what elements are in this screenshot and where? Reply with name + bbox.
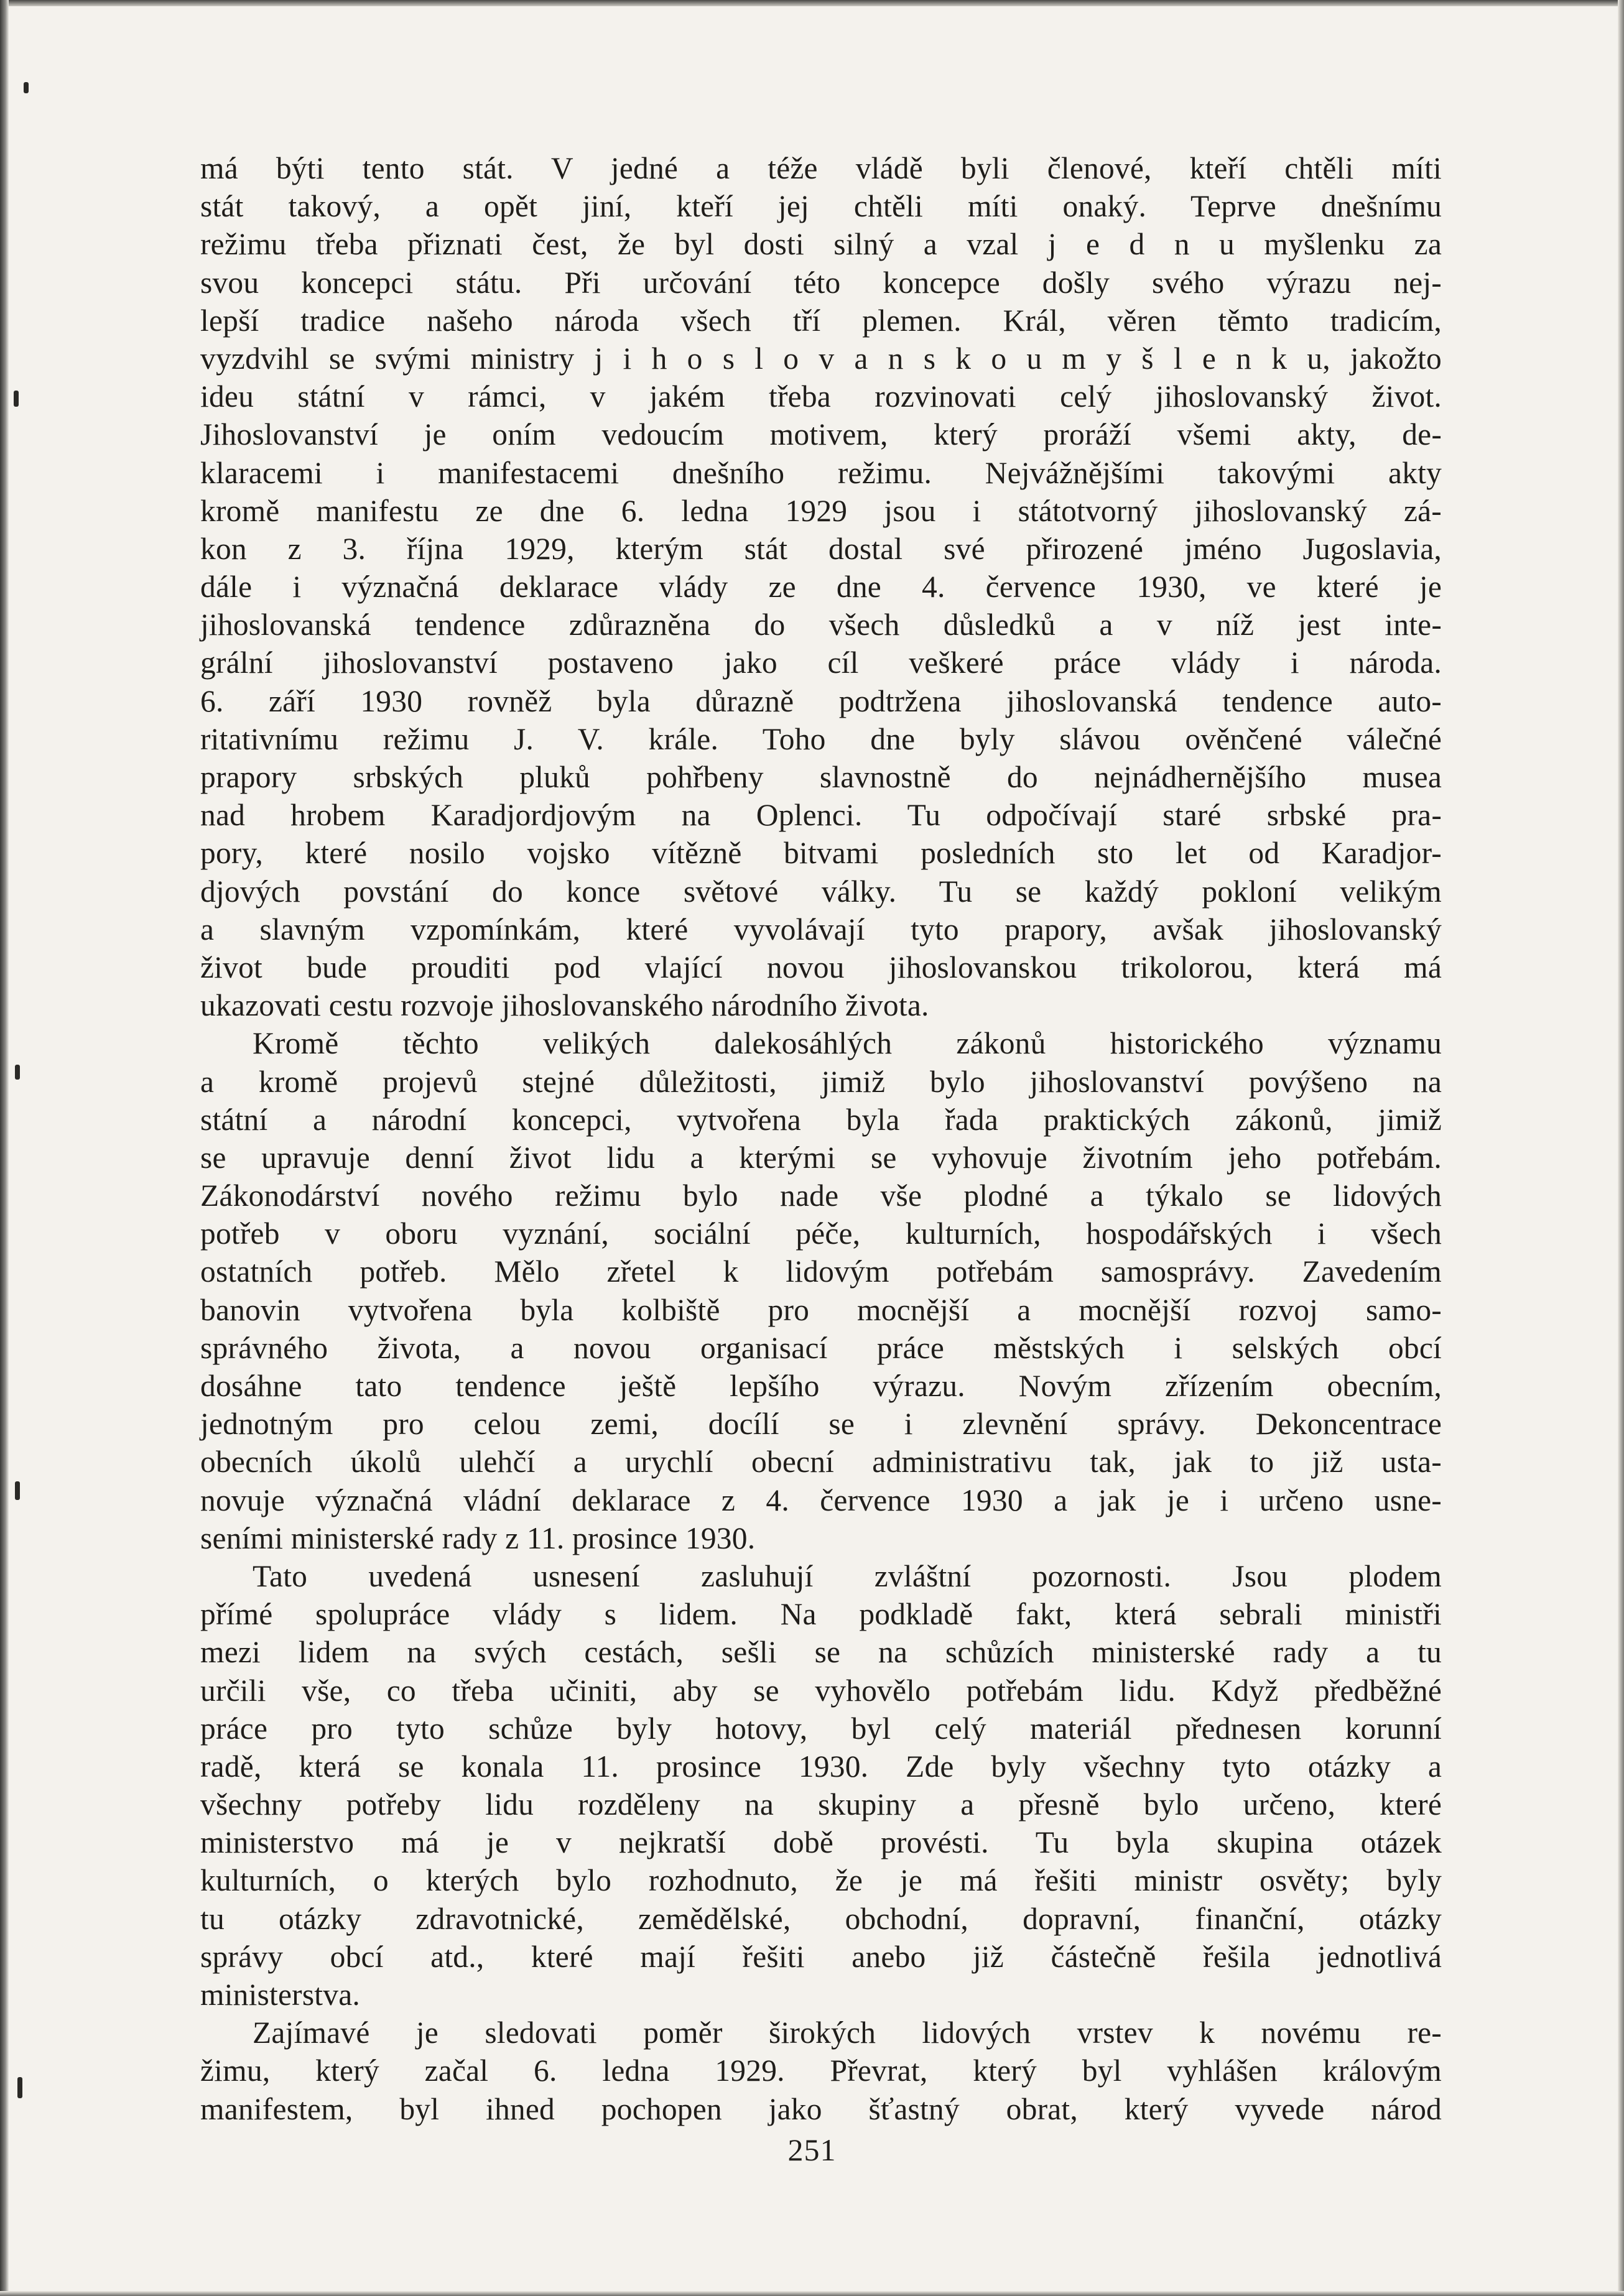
line-text: Zajímavé je sledovati poměr širokých lidových vrstev k novému re- [253,2016,1442,2050]
text-line [200,568,1442,606]
line-text: kulturních, o kterých bylo rozhodnuto, že je má řešiti ministr osvěty; byly [200,1863,1442,1898]
scan-edge-top [0,0,1624,6]
text-line [200,1139,1442,1177]
line-text: stát takový, a opět jiní, kteří jej chtěli míti onaký. Teprve dnešnímu [200,189,1442,224]
text-line [200,1938,1442,1976]
text-line [200,377,1442,415]
line-text: novuje význačná vládní deklarace z 4. července 1930 a jak je i určeno usne- [200,1483,1442,1517]
text-line [200,1557,1442,1595]
text-line [200,1672,1442,1710]
line-text: žimu, který začal 6. ledna 1929. Převrat, který byl vyhlášen královým [200,2053,1442,2088]
line-text: nad hrobem Karadjordjovým na Oplenci. Tu odpočívají staré srbské pra- [200,798,1442,833]
text-line [200,758,1442,796]
text-line [200,530,1442,568]
paragraph [200,1557,1442,2014]
text-line [200,1405,1442,1443]
line-text: tu otázky zdravotnické, zemědělské, obchodní, dopravní, finanční, otázky [200,1901,1442,1936]
text-line [200,149,1442,187]
line-text: má býti tento stát. V jedné a téže vládě byli členové, kteří chtěli míti [200,151,1442,185]
line-text: kromě manifestu ze dne 6. ledna 1929 jsou i státotvorný jihoslovanský zá- [200,493,1442,528]
line-text: život bude prouditi pod vlající novou jihoslovanskou trikolorou, která má [200,950,1442,984]
text-line [200,225,1442,263]
line-text: Zákonodárství nového režimu bylo nade vše plodné a týkalo se lidových [200,1178,1442,1213]
line-text: pory, které nosilo vojsko vítězně bitvami posledních sto let od Karadjor- [200,836,1442,871]
text-line [200,1481,1442,1519]
line-text: ideu státní v rámci, v jakém třeba rozvinovati celý jihoslovanský život. [200,379,1442,414]
text-line [200,606,1442,644]
line-text: práce pro tyto schůze byly hotovy, byl celý materiál přednesen korunní [200,1711,1442,1746]
text-line [200,1710,1442,1747]
text-line [200,1519,1442,1557]
line-text: prapory srbských pluků pohřbeny slavnostně do nejnádhernějšího musea [200,760,1442,794]
line-text: a slavným vzpomínkám, které vyvolávají tyto prapory, avšak jihoslovanský [200,912,1442,947]
text-line [200,492,1442,530]
line-text: vyzdvihl se svými ministry j i h o s l o v a n s k o u m y š l e n k u, jakožto [200,341,1442,376]
line-text: dosáhne tato tendence ještě lepšího výrazu. Novým zřízením obecním, [200,1369,1442,1403]
text-line [200,302,1442,340]
text-line [200,1024,1442,1062]
text-line [200,1443,1442,1481]
text-line [200,264,1442,302]
line-text: určili vše, co třeba učiniti, aby se vyhovělo potřebám lidu. Když předběžné [200,1673,1442,1708]
line-text: lepší tradice našeho národa všech tří plemen. Král, věren těmto tradicím, [200,303,1442,338]
line-text: státní a národní koncepci, vytvořena byla řada praktických zákonů, jimiž [200,1102,1442,1137]
line-text: jednotným pro celou zemi, docílí se i zlevnění správy. Dekoncentrace [200,1407,1442,1442]
text-line [200,948,1442,986]
line-text: ostatních potřeb. Mělo zřetel k lidovým potřebám samosprávy. Zavedením [200,1254,1442,1289]
line-text: potřeb v oboru vyznání, sociální péče, kulturních, hospodářských i všech [200,1216,1442,1251]
text-line [200,1329,1442,1367]
paragraph [200,149,1442,1024]
text-line [200,1900,1442,1938]
margin-mark [17,2077,22,2098]
line-text: jihoslovanská tendence zdůrazněna do všech důsledků a v níž jest inte- [200,608,1442,642]
paragraph [200,2014,1442,2128]
line-text: ukazovati cestu rozvoje jihoslovanského národního života. [200,988,929,1023]
line-text: režimu třeba přiznati čest, že byl dosti silný a vzal j e d n u myšlenku za [200,227,1442,262]
text-line [200,682,1442,720]
text-line [200,2014,1442,2052]
line-text: seními ministerské rady z 11. prosince 1930. [200,1521,756,1555]
line-text: dále i význačná deklarace vlády ze dne 4. července 1930, ve které je [200,570,1442,604]
line-text: ministerstva. [200,1978,360,2012]
line-text: banovin vytvořena byla kolbiště pro mocnější a mocnější rozvoj samo- [200,1292,1442,1327]
text-line [200,1861,1442,1899]
text-line [200,1633,1442,1671]
margin-mark [15,1065,20,1080]
line-text: správného života, a novou organisací práce městských i selských obcí [200,1330,1442,1365]
line-text: 6. září 1930 rovněž byla důrazně podtržena jihoslovanská tendence auto- [200,683,1442,718]
line-text: kon z 3. října 1929, kterým stát dostal své přirozené jméno Jugoslavia, [200,531,1442,566]
scan-edge-left [0,0,9,2296]
line-text: přímé spolupráce vlády s lidem. Na podkladě fakt, která sebrali ministři [200,1597,1442,1632]
text-line [200,1367,1442,1405]
text-line [200,187,1442,225]
text-line [200,834,1442,872]
text-line [200,1101,1442,1139]
line-text: Tato uvedená usnesení zasluhují zvláštní pozornosti. Jsou plodem [253,1558,1442,1593]
text-line [200,1595,1442,1633]
page-number: 251 [787,2132,837,2167]
text-line [200,1785,1442,1823]
margin-mark [14,391,19,407]
scan-edge-bottom [0,2291,1624,2296]
text-line [200,2052,1442,2090]
line-text: Jihoslovanství je oním vedoucím motivem, který proráží všemi akty, de- [200,417,1442,452]
text-line [200,1747,1442,1785]
text-line [200,454,1442,492]
scan-edge-right [1618,0,1624,2296]
line-text: klaracemi i manifestacemi dnešního režimu. Nejvážnějšími takovými akty [200,455,1442,490]
text-line [200,415,1442,453]
line-text: a kromě projevů stejné důležitosti, jimiž bylo jihoslovanství povýšeno na [200,1064,1442,1099]
margin-mark [24,82,29,93]
page-body [200,149,1442,2128]
text-line [200,720,1442,758]
paragraph [200,1024,1442,1557]
text-line [200,644,1442,682]
text-line [200,1215,1442,1252]
line-text: radě, která se konala 11. prosince 1930. Zde byly všechny tyto otázky a [200,1749,1442,1784]
text-line [200,1823,1442,1861]
text-line [200,796,1442,834]
line-text: mezi lidem na svých cestách, sešli se na schůzích ministerské rady a tu [200,1635,1442,1670]
text-line [200,873,1442,910]
text-line [200,1291,1442,1329]
line-text: obecních úkolů ulehčí a urychlí obecní administrativu tak, jak to již usta- [200,1445,1442,1479]
text-line [200,910,1442,948]
text-line [200,340,1442,377]
line-text: se upravuje denní život lidu a kterými se vyhovuje životním jeho potřebám. [200,1140,1442,1175]
line-text: svou koncepci státu. Při určování této koncepce došly svého výrazu nej- [200,265,1442,300]
line-text: všechny potřeby lidu rozděleny na skupiny a přesně bylo určeno, které [200,1787,1442,1822]
line-text: Kromě těchto velikých dalekosáhlých zákonů historického významu [253,1026,1442,1061]
line-text: manifestem, byl ihned pochopen jako šťastný obrat, který vyvede národ [200,2091,1442,2126]
text-line [200,1976,1442,2014]
text-line [200,1063,1442,1101]
line-text: djových povstání do konce světové války. Tu se každý pokloní velikým [200,874,1442,909]
line-text: ritativnímu režimu J. V. krále. Toho dne byly slávou ověnčené válečné [200,721,1442,756]
text-line [200,2090,1442,2128]
line-text: správy obcí atd., které mají řešiti anebo již částečně řešila jednotlivá [200,1939,1442,1974]
text-line [200,1177,1442,1215]
text-line [200,1252,1442,1290]
line-text: ministerstvo má je v nejkratší době provésti. Tu byla skupina otázek [200,1825,1442,1860]
text-line [200,986,1442,1024]
line-text: grální jihoslovanství postaveno jako cíl veškeré práce vlády i národa. [200,646,1442,680]
margin-mark [15,1481,20,1500]
